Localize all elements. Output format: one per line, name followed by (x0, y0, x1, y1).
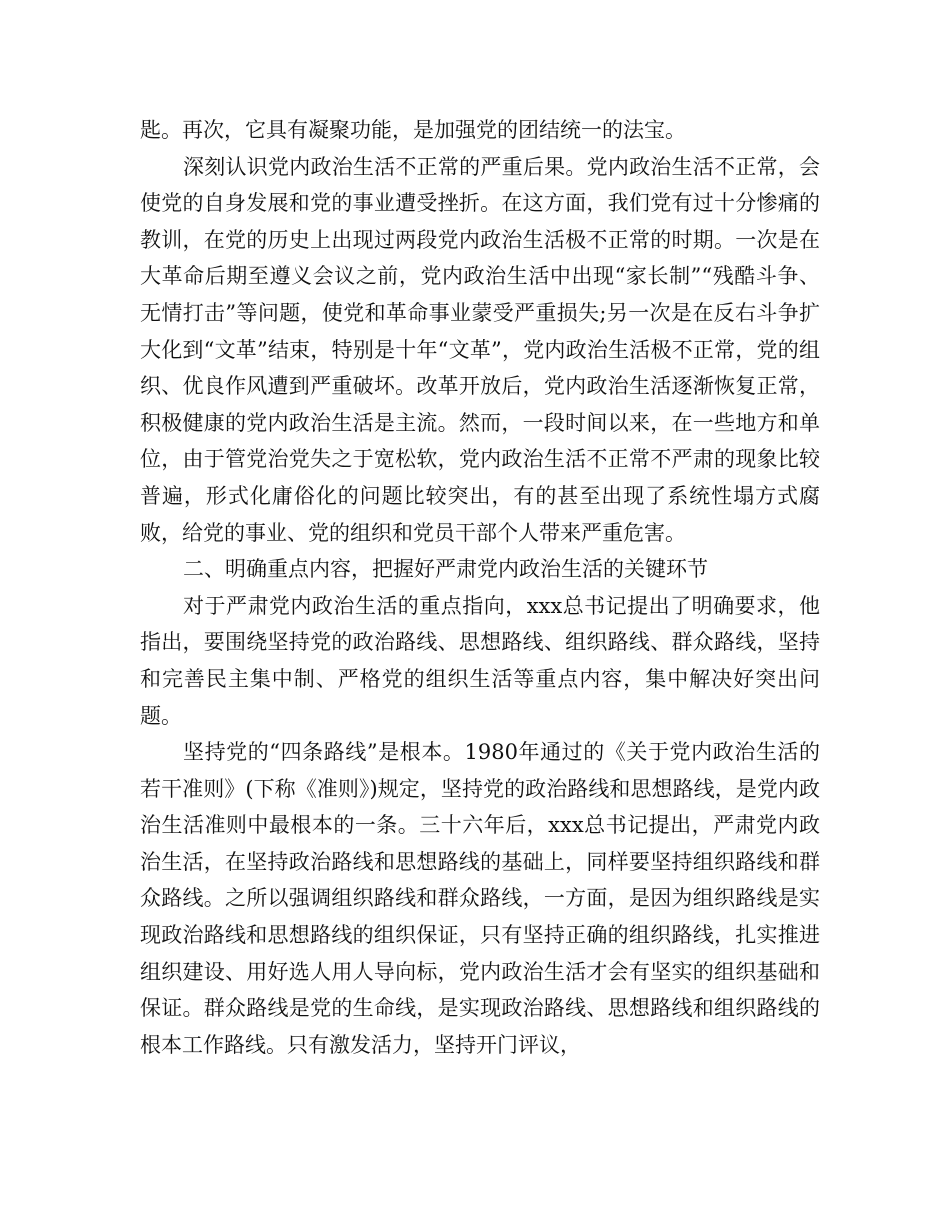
paragraph-key-points: 对于严肃党内政治生活的重点指向，xxx总书记提出了明确要求，他指出，要围绕坚持党的政治路线、思想路线、组织路线、群众路线，坚持和完善民主集中制、严格党的组织生活等重点内容，集中解决好突出问题。 (140, 593, 820, 728)
paragraph-four-lines: 坚持党的“四条路线”是根本。1980年通过的《关于党内政治生活的若干准则》(下称《准则》)规定，坚持党的政治路线和思想路线，是党内政治生活准则中最根本的一条。三十六年后，xxx总书记提出，严肃党内政治生活，在坚持政治路线和思想路线的基础上，同样要坚持组织路线和群众路线。之所以强调组织路线和群众路线，一方面，是因为组织路线是实现政治路线和思想路线的组织保证，只有坚持正确的组织路线，扎实推进组织建设、用好选人用人导向标，党内政治生活才会有坚实的组织基础和保证。群众路线是党的生命线，是实现政治路线、思想路线和组织路线的根本工作路线。只有激发活力，坚持开门评议， (140, 740, 820, 1057)
paragraph-continuation: 匙。再次，它具有凝聚功能，是加强党的团结统一的法宝。 (140, 118, 686, 142)
paragraph-consequences: 深刻认识党内政治生活不正常的严重后果。党内政治生活不正常，会使党的自身发展和党的事业遭受挫折。在这方面，我们党有过十分惨痛的教训，在党的历史上出现过两段党内政治生活极不正常的时期。一次是在大革命后期至遵义会议之前，党内政治生活中出现“家长制”“残酷斗争、无情打击”等问题，使党和革命事业蒙受严重损失;另一次是在反右斗争扩大化到“文革”结束，特别是十年“文革”，党内政治生活极不正常，党的组织、优良作风遭到严重破坏。改革开放后，党内政治生活逐渐恢复正常，积极健康的党内政治生活是主流。然而，一段时间以来，在一些地方和单位，由于管党治党失之于宽松软，党内政治生活不正常不严肃的现象比较普遍，形式化庸俗化的问题比较突出，有的甚至出现了系统性塌方式腐败，给党的事业、党的组织和党员干部个人带来严重危害。 (140, 154, 820, 545)
document-page (140, 112, 820, 1063)
section-heading-two: 二、明确重点内容，把握好严肃党内政治生活的关键环节 (183, 557, 708, 582)
